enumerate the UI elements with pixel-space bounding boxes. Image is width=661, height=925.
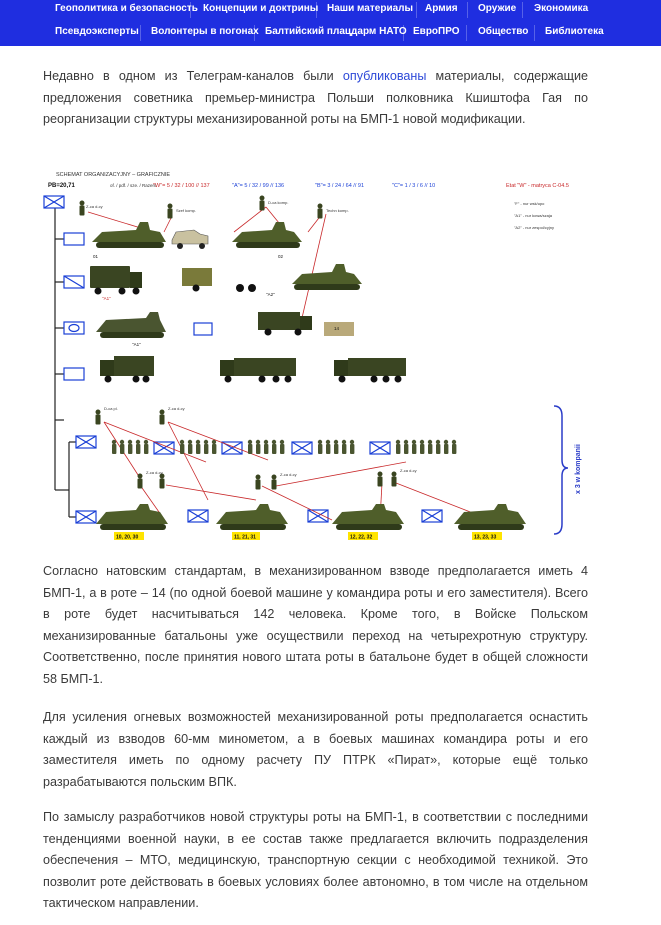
role-zca-1: Z-ca d-cy <box>146 470 163 475</box>
vehicles-trucks <box>100 356 406 383</box>
nav-separator <box>534 25 535 41</box>
nav-society[interactable]: Общество <box>478 26 529 37</box>
article-para-2 <box>43 561 588 691</box>
role-dcapl: D-ca pl. <box>104 406 118 411</box>
role-dcakomp: D-ca komp. <box>268 200 289 205</box>
nav-baltic[interactable]: Балтийский плацдарм НАТО <box>265 26 407 37</box>
vehicles-support-2 <box>96 312 354 338</box>
role-techn: Techn komp. <box>326 208 349 213</box>
article-para-3 <box>43 707 588 793</box>
intro-text-start: Недавно в одном из Телеграм-каналов были <box>43 69 343 83</box>
tag-a1: "A1" <box>102 296 111 301</box>
nav-army[interactable]: Армия <box>425 3 458 14</box>
figure-b-total: "B"= 3 / 24 / 64 // 91 <box>315 183 365 189</box>
legend-a1: "A1" - nur kowa/szaja <box>514 213 552 218</box>
role-zca-3: Z-ca d-cy <box>400 468 417 473</box>
article-intro <box>43 66 588 131</box>
legend-f: "F" - nur wsk/upo <box>514 201 545 206</box>
nav-separator <box>140 25 141 41</box>
figure-a-total: "A"= 5 / 32 / 99 // 136 <box>232 183 285 189</box>
nav-separator <box>190 2 191 18</box>
intro-paragraph <box>43 66 588 131</box>
tag-a1-row3: "A1" <box>132 342 141 347</box>
figure-w-total: "W"= 5 / 32 / 100 // 137 <box>153 183 210 189</box>
x3-label: x 3 w kompanii <box>575 444 582 494</box>
tag-02: 02 <box>278 254 284 259</box>
figure-c-total: "C"= 1 / 3 / 6 // 10 <box>392 183 436 189</box>
org-scheme-figure <box>36 160 596 542</box>
nav-volunteers[interactable]: Волонтеры в погонах <box>151 26 259 37</box>
nav-separator <box>254 25 255 41</box>
nav-geopolitics[interactable]: Геополитика и безопасность <box>55 3 198 14</box>
nav-separator <box>316 2 317 18</box>
vehicles-support-1 <box>90 264 362 295</box>
role-zca-2: Z-ca d-cy <box>280 472 297 477</box>
nav-euro-pro[interactable]: ЕвроПРО <box>413 26 460 37</box>
vehicles-command <box>92 222 302 249</box>
nav-library[interactable]: Библиотека <box>545 26 604 37</box>
nav-weapons[interactable]: Оружие <box>478 3 517 14</box>
role-zca: Z-ca d-cy <box>86 204 103 209</box>
para-3: Для усиления огневых возможностей механизированной роты предполагается оснастить каждый из взводов 60-мм минометом, а в боевых машинах командира роты и его заместителя иметь по одному расчету ПУ ПТРК «Пират», которые ещё только разрабатываются польским ВПК. <box>43 710 588 789</box>
hierarchy-lines <box>55 207 76 517</box>
group-label-2: 11, 21, 31 <box>234 534 256 541</box>
tag-a2-row2: "A2" <box>266 292 275 297</box>
tag-01: 01 <box>93 254 99 259</box>
para-4: По замыслу разработчиков новой структуры роты на БМП-1, в соответствии с последними тенденциями военной науки, в ее состав также предлагается включить подразделения обеспечения – МТО, медицинскую, транспортную секции с необходимой техникой. Это позволит роте действовать в боевых условиях более автономно, в том числе на отдельном тактическом направлении. <box>43 810 588 911</box>
nav-our-materials[interactable]: Наши материалы <box>327 3 414 14</box>
figure-etat: Etat "W" - matryca C-04.5 <box>506 183 569 189</box>
brace-icon <box>554 406 568 534</box>
group-label-3: 12, 22, 32 <box>350 534 373 541</box>
nav-economy[interactable]: Экономика <box>534 3 589 14</box>
role-szef: Szef komp. <box>176 208 197 213</box>
group-label-4: 13, 23, 33 <box>474 534 497 541</box>
nav-separator <box>522 2 523 18</box>
group-label-1: 10, 20, 30 <box>116 534 139 541</box>
nav-pseudo-experts[interactable]: Псевдоэксперты <box>55 26 139 37</box>
intro-text-end: материалы, содержащие предложения советника премьер-министра Польши полковника Кшиштофа Гая по реорганизации структуры механизированной роты на БМП-1 новой модификации. <box>43 69 588 127</box>
role-zca-pl: Z-ca d-cy <box>168 406 185 411</box>
nav-concepts[interactable]: Концепции и доктрины <box>203 3 319 14</box>
vehicle-group-labels <box>114 532 502 541</box>
para-2: Согласно натовским стандартам, в механизированном взводе предполагается иметь 4 БМП-1, а в роте – 14 (по одной боевой машине у командира роты и его заместителя). Всего в роте будет насчитываться 142 человека. Кроме того, в Войске Польском механизированные батальоны уже осуществили переход на четырехротную структуру. Соответственно, после принятия нового штата роты в батальоне будет в общей сложности 58 БМП-1. <box>43 564 588 686</box>
nav-separator <box>467 2 468 18</box>
article-para-4 <box>43 807 588 915</box>
figure-title: SCHEMAT ORGANIZACYJNY – GRAFICZNIE <box>56 172 170 178</box>
nav-separator <box>466 25 467 41</box>
nav-separator <box>403 25 404 41</box>
figure-staff-head: of. / pdf. / sze. / Razem <box>110 183 157 188</box>
figure-pb: PB=20,71 <box>48 183 75 189</box>
nav-separator <box>416 2 417 18</box>
tag-14: 14 <box>334 326 340 331</box>
top-navigation <box>0 0 661 46</box>
published-link[interactable]: опубликованы <box>342 69 427 83</box>
legend-a2: "A2" - nur zespol/cyjny <box>514 225 554 230</box>
